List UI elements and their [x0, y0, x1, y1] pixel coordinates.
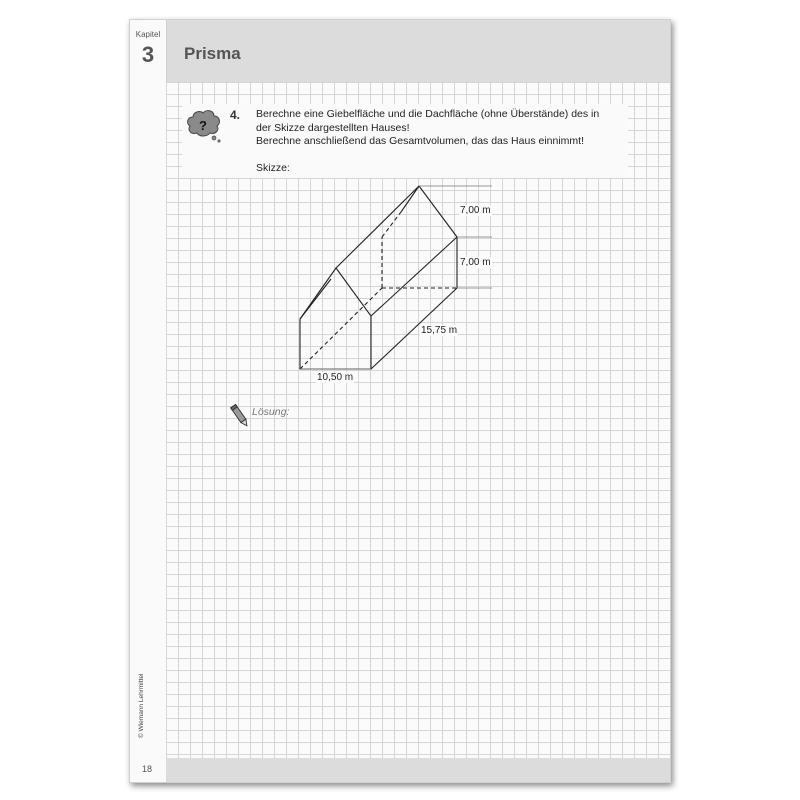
task-number: 4. — [230, 108, 241, 122]
worksheet-page — [129, 19, 671, 783]
width-label: 10,50 m — [317, 372, 354, 383]
hidden-back-left-roof — [382, 212, 401, 237]
page-number: 18 — [142, 764, 153, 774]
task-text-line: Berechne anschließend das Gesamtvolumen, das das Haus einnimmt! — [256, 135, 585, 147]
house-sketch — [130, 20, 670, 782]
solution-label: Lösung: — [252, 406, 290, 418]
front-gable — [300, 268, 371, 369]
svg-text:?: ? — [199, 118, 207, 133]
hidden-bottom-left — [300, 288, 382, 369]
ridge-edge — [336, 186, 419, 268]
task-text-line: Berechne eine Giebelfläche und die Dachfläche (ohne Überstände) des in — [256, 108, 600, 120]
back-roof-right — [419, 186, 457, 237]
chapter-label: Kapitel — [135, 30, 161, 39]
sketch-label: Skizze: — [256, 162, 290, 174]
right-eave-edge — [371, 237, 457, 316]
task-text-line: der Skizze dargestellten Hauses! — [256, 121, 410, 134]
roof-height-label: 7,00 m — [460, 205, 491, 216]
back-roof-left — [401, 186, 419, 212]
pencil-icon — [230, 402, 250, 430]
footer-bar — [166, 758, 670, 782]
copyright-note: © Wiemann Lehrmittel — [138, 673, 145, 738]
left-eave-edge — [300, 279, 331, 319]
wall-height-label: 7,00 m — [460, 257, 491, 268]
chapter-number: 3 — [141, 42, 155, 67]
page-title: Prisma — [184, 44, 241, 63]
length-label: 15,75 m — [421, 325, 458, 336]
